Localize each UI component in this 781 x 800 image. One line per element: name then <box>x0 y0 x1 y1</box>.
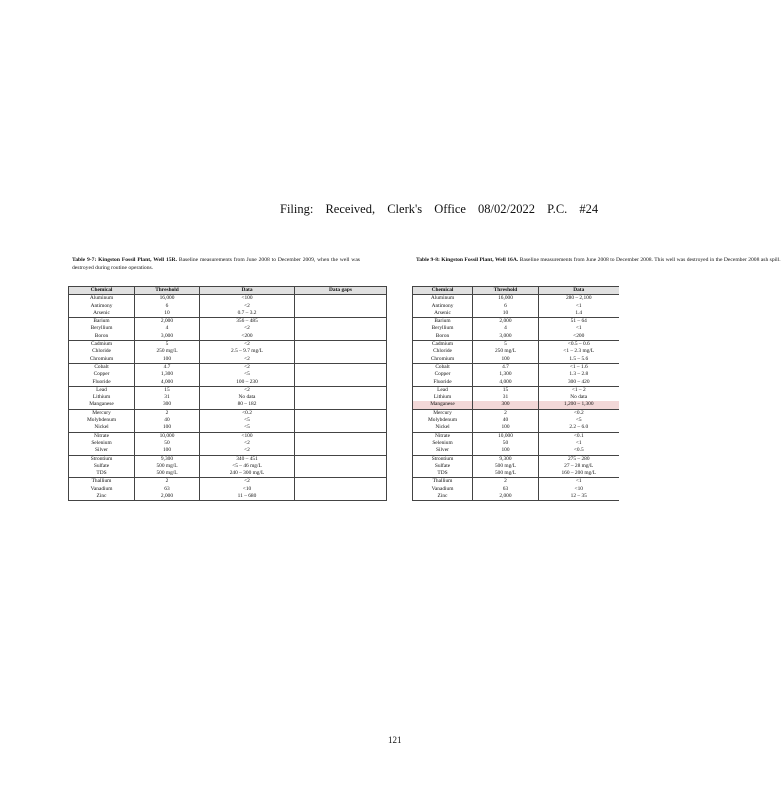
table-cell: 340 – 451 <box>200 455 295 463</box>
table-header-row <box>69 287 387 295</box>
table-cell: 100 – 230 <box>200 379 295 387</box>
table-row <box>413 379 619 387</box>
table-row <box>69 447 387 455</box>
table-cell <box>295 318 387 326</box>
table-cell: 5 <box>135 341 200 349</box>
table-cell: <10 <box>200 486 295 493</box>
table-row <box>69 409 387 417</box>
table-cell: Aluminum <box>69 295 135 303</box>
table-cell <box>295 295 387 303</box>
table-row <box>413 424 619 432</box>
caption-title: Table 9-8: Kingston Fossil Plant, Well 16A. <box>416 257 519 263</box>
table-cell: Strontium <box>413 455 473 463</box>
table-cell <box>295 348 387 355</box>
table-cell: Cadmium <box>69 341 135 349</box>
table-row <box>69 295 387 303</box>
table-caption-right <box>416 257 781 265</box>
table-cell: 9,300 <box>473 455 539 463</box>
table-cell <box>295 440 387 447</box>
table-row <box>413 493 619 501</box>
table-cell: Fluoride <box>69 379 135 387</box>
table-cell: <1 – 2.3 mg/L <box>539 348 619 355</box>
table-cell: <2 <box>200 341 295 349</box>
table-cell: 15 <box>135 386 200 394</box>
table-row <box>69 348 387 355</box>
table-cell <box>295 417 387 424</box>
table-row <box>69 417 387 424</box>
table-cell: <0.5 – 0.6 <box>539 341 619 349</box>
table-cell: 10 <box>473 310 539 318</box>
table-cell: 1,300 <box>473 371 539 378</box>
table-cell: 300 <box>473 401 539 409</box>
table-cell: 356 – 485 <box>200 318 295 326</box>
table-cell: 3,000 <box>473 333 539 341</box>
table-row <box>413 394 619 401</box>
table-cell: Thallium <box>413 478 473 486</box>
table-row <box>69 493 387 501</box>
table-cell: Chromium <box>69 356 135 364</box>
table-cell: 160 – 200 mg/L <box>539 470 619 478</box>
table-cell: <5 <box>200 417 295 424</box>
table-cell: 2,000 <box>473 493 539 501</box>
data-table-right <box>412 286 619 501</box>
table-cell: 27 – 28 mg/L <box>539 463 619 470</box>
table-cell: <0.5 <box>539 447 619 455</box>
table-cell: 4.7 <box>135 363 200 371</box>
table-cell: 2,000 <box>135 493 200 501</box>
table-cell: <1 <box>539 440 619 447</box>
table-cell: <1 – 1.6 <box>539 363 619 371</box>
table-row <box>413 303 619 310</box>
table-cell: Antimony <box>69 303 135 310</box>
table-row <box>69 318 387 326</box>
table-cell: Selenium <box>69 440 135 447</box>
table-row <box>413 371 619 378</box>
table-row <box>413 447 619 455</box>
table-cell: 100 <box>473 356 539 364</box>
table-cell: 10,000 <box>135 432 200 440</box>
table-cell <box>295 386 387 394</box>
column-header: Data gaps <box>295 287 387 295</box>
table-row <box>413 310 619 318</box>
table-cell: Barium <box>413 318 473 326</box>
table-row <box>413 318 619 326</box>
table-cell: 50 <box>473 440 539 447</box>
table-caption-left <box>72 257 360 272</box>
table-cell: Copper <box>413 371 473 378</box>
table-cell <box>295 394 387 401</box>
table-cell: <100 <box>200 432 295 440</box>
table-cell: <2 <box>200 325 295 332</box>
table-cell: Thallium <box>69 478 135 486</box>
table-cell: <2 <box>200 478 295 486</box>
table-cell: <200 <box>539 333 619 341</box>
caption-title: Table 9-7: Kingston Fossil Plant, Well 15R. <box>72 257 177 263</box>
table-cell: <5 <box>200 424 295 432</box>
table-row <box>69 303 387 310</box>
table-cell <box>295 486 387 493</box>
table-row <box>69 463 387 470</box>
table-cell: Molybdenum <box>69 417 135 424</box>
table-cell: 16,000 <box>135 295 200 303</box>
table-cell: 11 – 680 <box>200 493 295 501</box>
table-cell <box>295 478 387 486</box>
table-cell: Mercury <box>413 409 473 417</box>
table-cell: 100 <box>135 424 200 432</box>
table-cell: Nickel <box>69 424 135 432</box>
table-cell: Vanadium <box>69 486 135 493</box>
table-cell: 63 <box>473 486 539 493</box>
table-cell: 2.2 – 6.0 <box>539 424 619 432</box>
table-cell: 4.7 <box>473 363 539 371</box>
table-cell: 80 – 182 <box>200 401 295 409</box>
table-row <box>69 486 387 493</box>
table-cell: Zinc <box>69 493 135 501</box>
table-cell: Lead <box>69 386 135 394</box>
table-cell: 10,000 <box>473 432 539 440</box>
table-cell <box>295 455 387 463</box>
table-cell: Strontium <box>69 455 135 463</box>
table-cell: Boron <box>413 333 473 341</box>
table-cell: 275 – 280 <box>539 455 619 463</box>
table-cell: 4 <box>135 325 200 332</box>
table-cell: 10 <box>135 310 200 318</box>
table-row <box>413 463 619 470</box>
column-header: Data <box>200 287 295 295</box>
table-cell: 250 mg/L <box>135 348 200 355</box>
table-row <box>413 386 619 394</box>
table-cell <box>295 341 387 349</box>
table-cell: Silver <box>69 447 135 455</box>
table-cell <box>295 470 387 478</box>
filing-stamp: Filing: Received, Clerk's Office 08/02/2022 P.C. #24 <box>280 202 599 216</box>
table-cell: 2.5 – 9.7 mg/L <box>200 348 295 355</box>
table-cell: TDS <box>69 470 135 478</box>
table-cell: <2 <box>200 303 295 310</box>
table-cell: 300 <box>135 401 200 409</box>
table-cell <box>295 325 387 332</box>
table-cell: 31 <box>473 394 539 401</box>
table-row <box>413 409 619 417</box>
table-row <box>69 371 387 378</box>
table-cell: 12 – 35 <box>539 493 619 501</box>
table-cell: 40 <box>473 417 539 424</box>
table-cell: <5 <box>200 371 295 378</box>
table-cell: Barium <box>69 318 135 326</box>
table-cell: <2 <box>200 447 295 455</box>
table-cell: <1 <box>539 325 619 332</box>
table-cell <box>295 493 387 501</box>
table-cell <box>295 363 387 371</box>
table-row <box>69 394 387 401</box>
table-cell <box>295 333 387 341</box>
table-cell: 2,000 <box>135 318 200 326</box>
table-row <box>69 478 387 486</box>
table-row <box>69 341 387 349</box>
table-cell: <0.2 <box>200 409 295 417</box>
table-cell <box>295 447 387 455</box>
table-row <box>69 325 387 332</box>
table-row <box>413 325 619 332</box>
table-row <box>413 348 619 355</box>
table-cell: <5 <box>539 417 619 424</box>
table-row <box>69 333 387 341</box>
table-cell: 2 <box>135 409 200 417</box>
table-row <box>69 310 387 318</box>
table-cell: <200 <box>200 333 295 341</box>
table-cell: 63 <box>135 486 200 493</box>
table-cell: 4 <box>473 325 539 332</box>
table-cell: <1 – 2 <box>539 386 619 394</box>
table-header-row <box>413 287 619 295</box>
table-cell: 240 – 300 mg/L <box>200 470 295 478</box>
table-cell: <10 <box>539 486 619 493</box>
table-cell: Copper <box>69 371 135 378</box>
table-cell: 500 mg/L <box>473 463 539 470</box>
table-cell: Cobalt <box>69 363 135 371</box>
table-cell: Lead <box>413 386 473 394</box>
table-row <box>413 470 619 478</box>
table-cell: Nitrate <box>69 432 135 440</box>
table-cell: <1 <box>539 303 619 310</box>
table-cell <box>295 409 387 417</box>
table-cell: 500 mg/L <box>135 470 200 478</box>
table-cell: No data <box>200 394 295 401</box>
table-cell: 1.4 <box>539 310 619 318</box>
table-cell: 51 – 64 <box>539 318 619 326</box>
table-cell: <0.2 <box>539 409 619 417</box>
table-cell: Arsenic <box>413 310 473 318</box>
table-cell: Manganese <box>69 401 135 409</box>
table-row <box>413 432 619 440</box>
table-row <box>413 356 619 364</box>
table-row <box>69 363 387 371</box>
table-cell: 100 <box>135 356 200 364</box>
table-cell: <1 <box>539 478 619 486</box>
table-cell: Zinc <box>413 493 473 501</box>
table-cell <box>295 356 387 364</box>
table-cell: Manganese <box>413 401 473 409</box>
table-cell: <2 <box>200 363 295 371</box>
table-cell: Mercury <box>69 409 135 417</box>
table-cell: 500 mg/L <box>135 463 200 470</box>
table-cell: Selenium <box>413 440 473 447</box>
table-cell: Lithium <box>413 394 473 401</box>
table-cell: 16,000 <box>473 295 539 303</box>
table-cell: Fluoride <box>413 379 473 387</box>
table-cell: Molybdenum <box>413 417 473 424</box>
table-cell: 4,000 <box>473 379 539 387</box>
table-row <box>413 363 619 371</box>
table-cell <box>295 424 387 432</box>
table-cell: 1,300 <box>135 371 200 378</box>
table-cell: <2 <box>200 386 295 394</box>
table-cell: 3,000 <box>135 333 200 341</box>
table-cell: No data <box>539 394 619 401</box>
table-cell: Antimony <box>413 303 473 310</box>
table-row <box>69 455 387 463</box>
table-cell: Lithium <box>69 394 135 401</box>
table-cell: Chloride <box>413 348 473 355</box>
table-cell: <2 <box>200 356 295 364</box>
table-cell: 250 mg/L <box>473 348 539 355</box>
column-header: Chemical <box>413 287 473 295</box>
table-cell <box>295 371 387 378</box>
table-cell <box>295 303 387 310</box>
table-cell: 40 <box>135 417 200 424</box>
table-cell: Cadmium <box>413 341 473 349</box>
table-cell: Chloride <box>69 348 135 355</box>
table-cell: 280 – 2,100 <box>539 295 619 303</box>
table-cell <box>295 379 387 387</box>
table-cell: Arsenic <box>69 310 135 318</box>
table-cell <box>295 463 387 470</box>
table-row <box>69 470 387 478</box>
table-cell: Beryllium <box>413 325 473 332</box>
table-cell: Vanadium <box>413 486 473 493</box>
table-row <box>413 401 619 409</box>
table-cell: 2 <box>473 409 539 417</box>
table-cell: 100 <box>473 424 539 432</box>
table-cell: 100 <box>135 447 200 455</box>
table-cell: Sulfate <box>413 463 473 470</box>
table-cell: 31 <box>135 394 200 401</box>
column-header: Threshold <box>473 287 539 295</box>
table-row <box>413 455 619 463</box>
table-cell <box>295 310 387 318</box>
table-cell: 5 <box>473 341 539 349</box>
table-cell: 500 mg/L <box>473 470 539 478</box>
table-row <box>69 356 387 364</box>
table-cell: Aluminum <box>413 295 473 303</box>
column-header: Data <box>539 287 619 295</box>
column-header: Chemical <box>69 287 135 295</box>
caption-text: Baseline measurements from June 2008 to December 2009, when the well was destroyed during routine operations. <box>72 257 360 271</box>
table-cell: 1.5 – 5.6 <box>539 356 619 364</box>
table-row <box>69 379 387 387</box>
table-cell: Chromium <box>413 356 473 364</box>
table-cell: 2,000 <box>473 318 539 326</box>
table-row <box>69 432 387 440</box>
table-row <box>413 417 619 424</box>
table-cell: Nickel <box>413 424 473 432</box>
table-row <box>413 341 619 349</box>
table-cell: 1.3 – 2.8 <box>539 371 619 378</box>
table-cell: Sulfate <box>69 463 135 470</box>
table-cell: <2 <box>200 440 295 447</box>
table-row <box>413 486 619 493</box>
table-cell: 6 <box>473 303 539 310</box>
table-cell: 50 <box>135 440 200 447</box>
table-cell: Boron <box>69 333 135 341</box>
table-cell: 100 <box>473 447 539 455</box>
table-cell: Cobalt <box>413 363 473 371</box>
caption-text: Baseline measurements from June 2008 to December 2008. This well was destroyed in the December 2008 ash spill. <box>518 257 781 263</box>
table-cell: Silver <box>413 447 473 455</box>
table-row <box>69 386 387 394</box>
table-row <box>69 440 387 447</box>
column-header: Threshold <box>135 287 200 295</box>
table-cell: Nitrate <box>413 432 473 440</box>
table-cell <box>295 432 387 440</box>
table-cell: 2 <box>473 478 539 486</box>
table-cell: 1,200 – 1,300 <box>539 401 619 409</box>
table-row <box>413 295 619 303</box>
table-cell: 2 <box>135 478 200 486</box>
table-cell: 15 <box>473 386 539 394</box>
table-row <box>69 424 387 432</box>
data-table-left <box>68 286 387 501</box>
table-cell: Beryllium <box>69 325 135 332</box>
table-cell: <5 – 46 mg/L <box>200 463 295 470</box>
table-cell: 300 – 420 <box>539 379 619 387</box>
page-number: 121 <box>388 735 402 745</box>
table-cell: 0.7 – 3.2 <box>200 310 295 318</box>
table-cell: 4,000 <box>135 379 200 387</box>
table-cell: TDS <box>413 470 473 478</box>
table-cell: <100 <box>200 295 295 303</box>
table-cell: 9,300 <box>135 455 200 463</box>
table-cell: 6 <box>135 303 200 310</box>
table-cell: <0.1 <box>539 432 619 440</box>
table-row <box>413 478 619 486</box>
table-cell <box>295 401 387 409</box>
table-row <box>69 401 387 409</box>
table-row <box>413 333 619 341</box>
table-row <box>413 440 619 447</box>
